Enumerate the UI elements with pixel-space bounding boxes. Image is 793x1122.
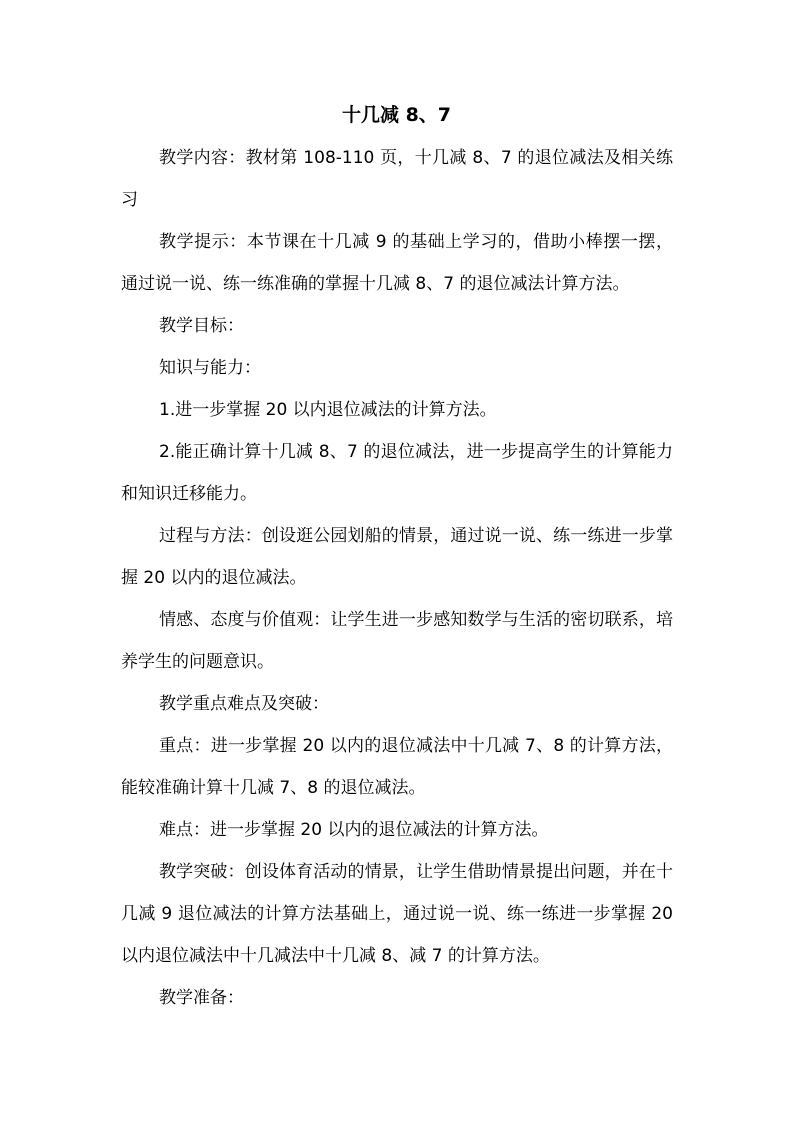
key-difficult-heading: 教学重点难点及突破： [159,694,329,714]
teaching-breakthrough-paragraph: 教学突破：创设体育活动的情景，让学生借助情景提出问题，并在十几减 9 退位减法的计算方法基础上，通过说一说、练一练进一步掌握 20 以内退位减法中十几减法中十几减 8、减 7 的计算方法。 [121,862,673,966]
key-point-paragraph: 重点：进一步掌握 20 以内的退位减法中十几减 7、8 的计算方法，能较准确计算十几减 7、8 的退位减法。 [121,736,673,798]
goal-item-1: 1.进一步掌握 20 以内退位减法的计算方法。 [159,400,497,420]
goal-item-2: 2.能正确计算十几减 8、7 的退位减法，进一步提高学生的计算能力和知识迁移能力。 [121,442,673,504]
teaching-content-paragraph: 教学内容：教材第 108-110 页，十几减 8、7 的退位减法及相关练习 [121,148,673,210]
teaching-hint-paragraph: 教学提示：本节课在十几减 9 的基础上学习的，借助小棒摆一摆，通过说一说、练一练准确的掌握十几减 8、7 的退位减法计算方法。 [121,232,673,294]
knowledge-ability-heading: 知识与能力： [159,358,261,378]
teaching-goal-heading: 教学目标： [159,316,244,336]
teaching-preparation-heading: 教学准备： [159,988,244,1008]
emotion-attitude-paragraph: 情感、态度与价值观：让学生进一步感知数学与生活的密切联系，培养学生的问题意识。 [121,610,673,672]
document-title: 十几减 8、7 [341,104,452,126]
difficult-point-paragraph: 难点：进一步掌握 20 以内的退位减法的计算方法。 [159,820,549,840]
process-method-paragraph: 过程与方法：创设逛公园划船的情景，通过说一说、练一练进一步掌握 20 以内的退位减法。 [121,526,673,588]
